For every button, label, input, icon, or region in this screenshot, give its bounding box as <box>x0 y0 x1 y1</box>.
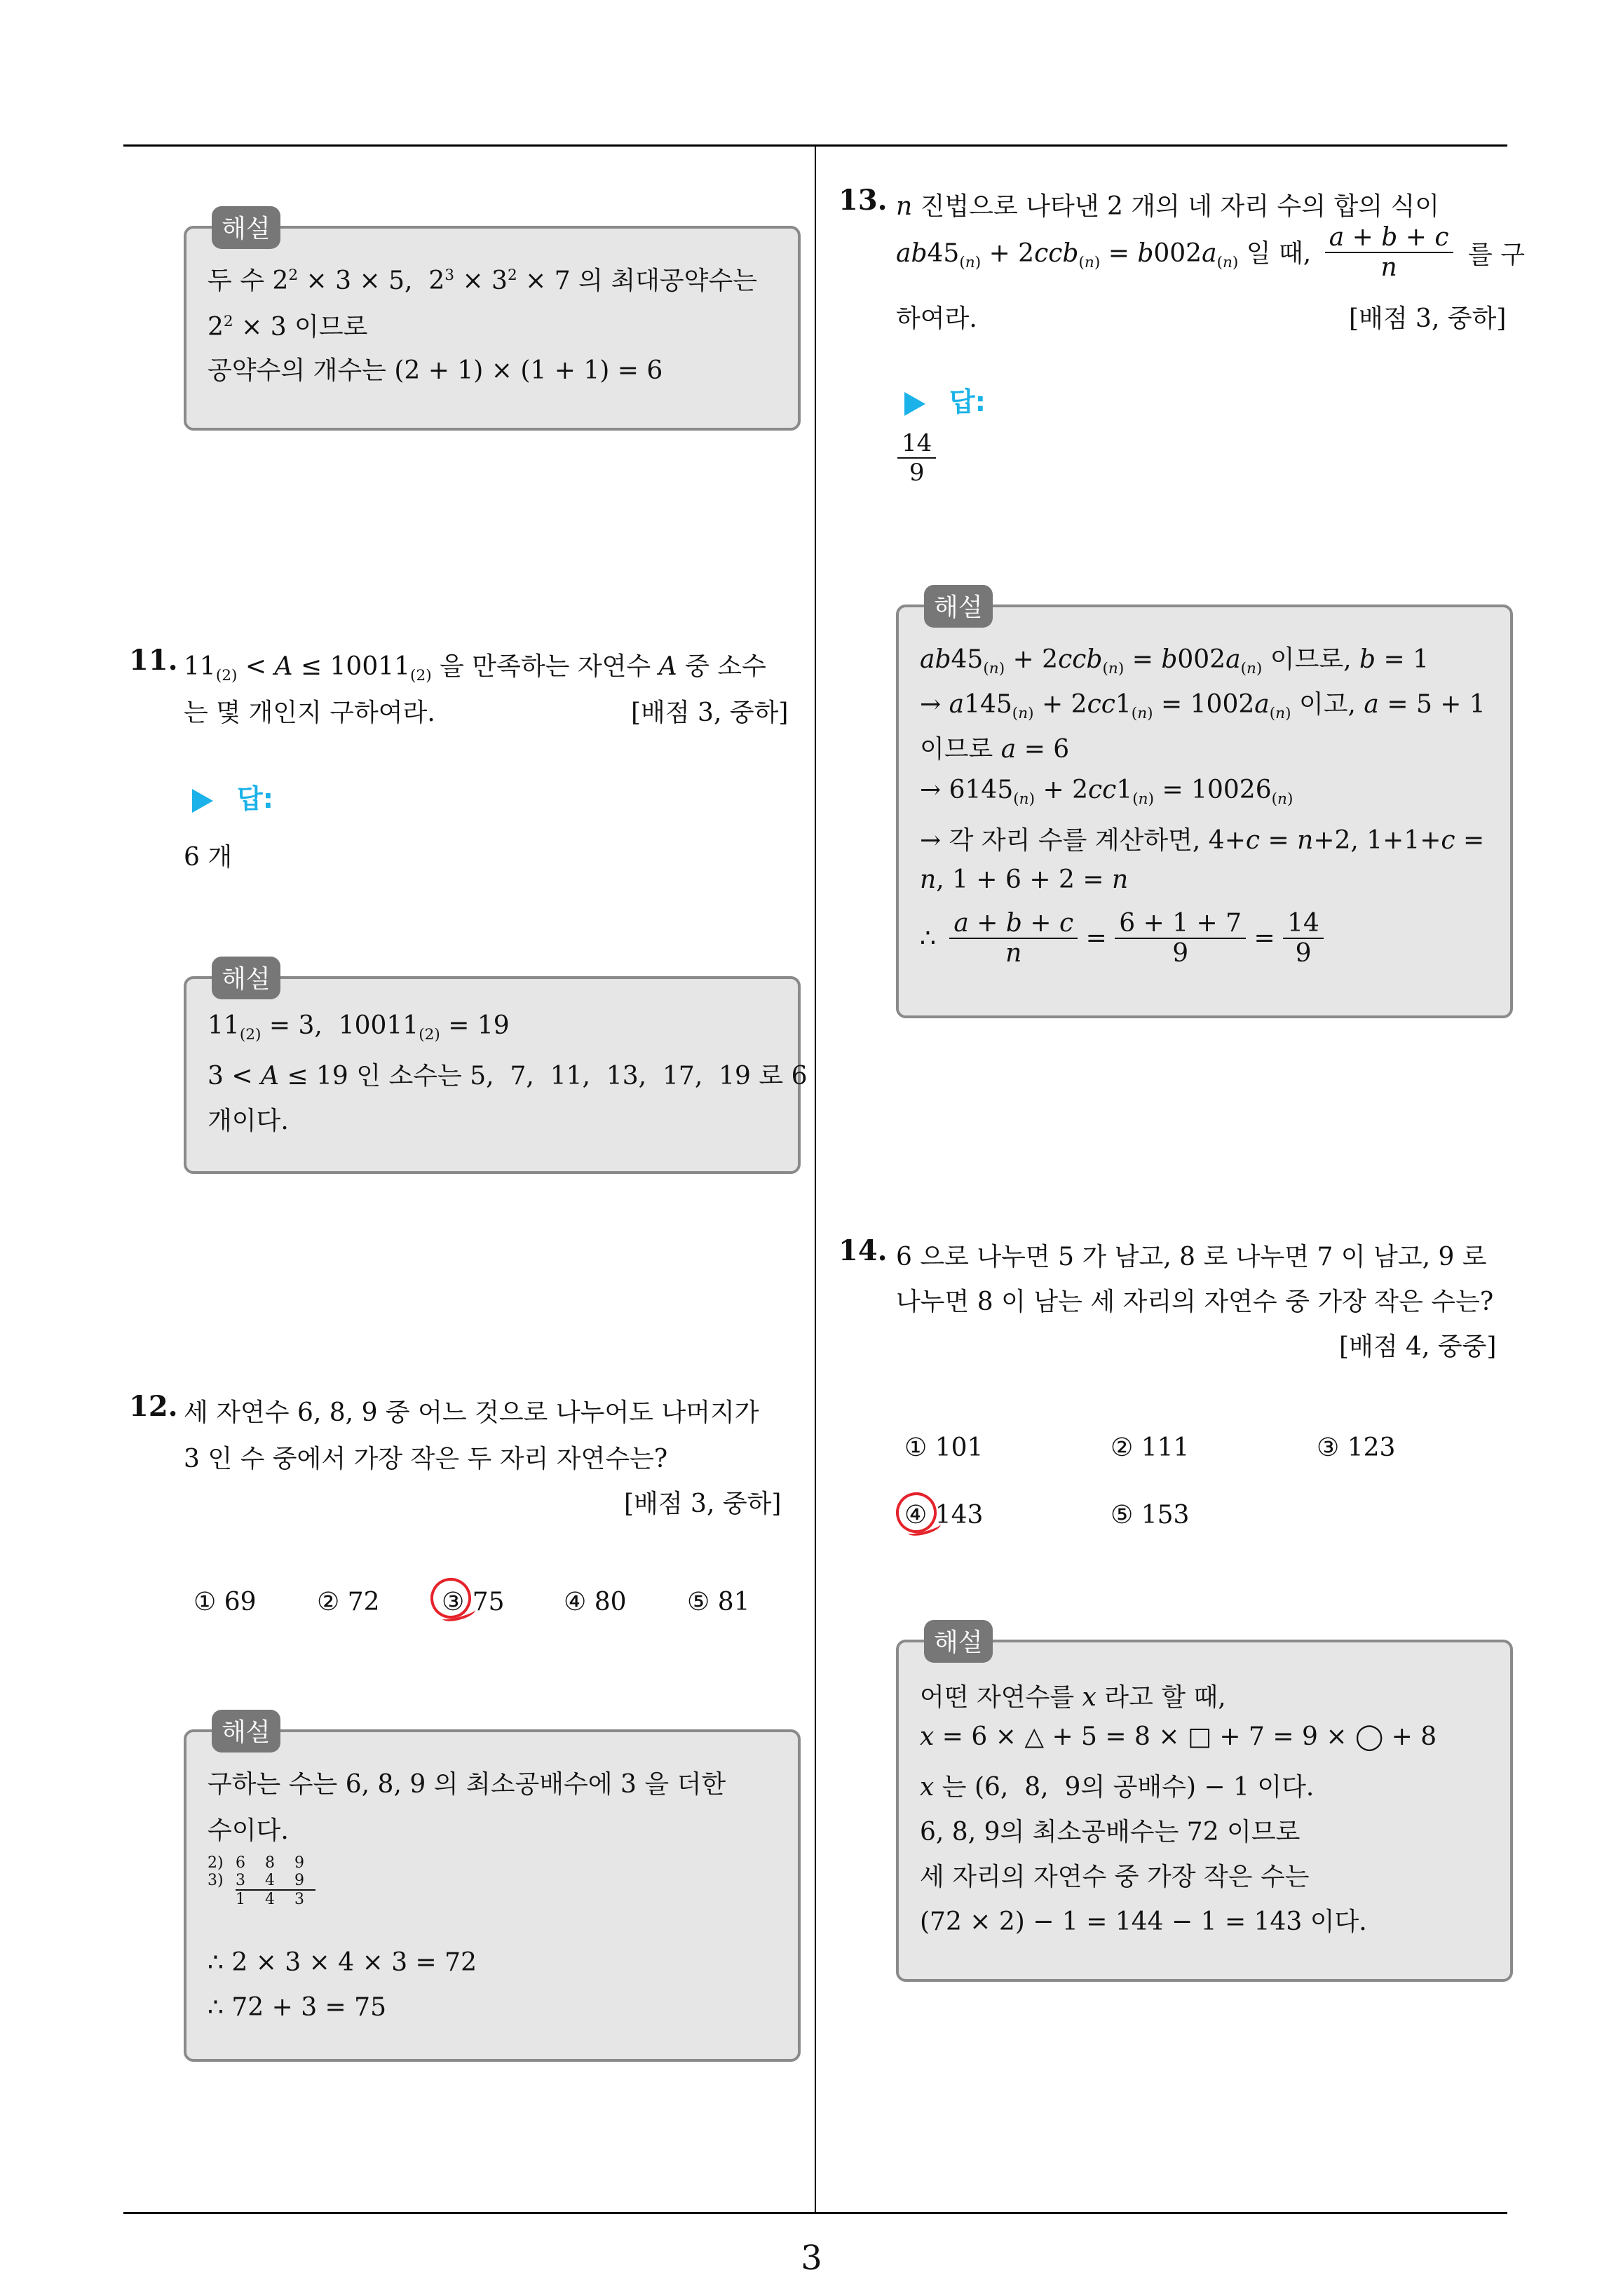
division-row: 3) 3 4 9 <box>208 1872 315 1891</box>
explanation-tag: 해설 <box>212 1710 280 1753</box>
answer-fraction: $\frac{14}{9}$ <box>897 429 936 487</box>
problem-text: 세 자연수 6, 8, 9 중 어느 것으로 나누어도 나머지가 <box>184 1398 759 1427</box>
explanation-box-10 <box>184 215 801 431</box>
explanation-line: → 각 자리 수를 계산하면, 4+c = n+2, 1+1+c = <box>920 826 1485 855</box>
explanation-line: → $a145_{(n)} + 2cc1_{(n)} = 1002a_{(n)}$ 이고, a = 5 + 1 <box>920 690 1486 723</box>
explanation-line: x = 6 × △ + 5 = 8 × □ + 7 = 9 × ◯ + 8 <box>920 1722 1437 1751</box>
answer-value <box>897 429 936 487</box>
explanation-line: → $6145_{(n)} + 2cc1_{(n)} = 10026_{(n)}$ <box>920 776 1293 809</box>
explanation-final-line: ∴ $\frac{a + b + c}{n}$ = $\frac{6 + 1 + 7}{9}$ = $\frac{14}{9}$ <box>920 909 1324 968</box>
problem-text: $ab45_{(n)} + 2ccb_{(n)} = b002a_{(n)}$ 일 때, $\frac{a + b + c}{n}$ 를 구 <box>896 223 1525 282</box>
problem-score: [배점 3, 중하] <box>631 698 789 727</box>
selected-answer-mark <box>426 1573 475 1623</box>
choice-3[interactable]: ③ 75 <box>442 1588 505 1616</box>
problem-score: [배점 4, 중중] <box>1339 1332 1497 1361</box>
explanation-line: 세 자리의 자연수 중 가장 작은 수는 <box>920 1863 1310 1891</box>
choice-1[interactable]: ① 69 <box>193 1588 257 1616</box>
explanation-tag: 해설 <box>212 957 280 999</box>
explanation-line: (72 × 2) − 1 = 144 − 1 = 143 이다. <box>920 1907 1367 1936</box>
problem-text: 3 인 수 중에서 가장 작은 두 자리 자연수는? <box>184 1445 668 1473</box>
column-divider <box>815 144 816 2213</box>
explanation-line: ∴ 72 + 3 = 75 <box>208 1993 386 2022</box>
problem-text: 나누면 8 이 남는 세 자리의 자연수 중 가장 작은 수는? <box>896 1288 1494 1316</box>
problem-text: 하여라. <box>896 304 977 333</box>
explanation-line: x 는 (6, 8, 9의 공배수) − 1 이다. <box>920 1773 1315 1802</box>
problem-number: 11. <box>129 644 178 677</box>
choice-4[interactable]: ④ 80 <box>564 1588 627 1616</box>
explanation-line: 개이다. <box>208 1107 289 1135</box>
choice-2[interactable]: ② 72 <box>317 1588 380 1616</box>
explanation-line: $2^2 \times 3$ 이므로 <box>208 313 368 342</box>
explanation-box-14 <box>896 1628 1513 1982</box>
explanation-line: 두 수 $2^2 \times 3 \times 5$, $2^3 \times 3^2 \times 7$ 의 최대공약수는 <box>208 266 757 295</box>
fraction: $\frac{a + b + c}{n}$ <box>949 909 1078 968</box>
fraction: $\frac{a + b + c}{n}$ <box>1325 223 1453 282</box>
explanation-box-11 <box>184 965 808 1174</box>
division-table <box>208 1854 315 1908</box>
problem-number: 13. <box>838 184 888 217</box>
explanation-tag: 해설 <box>212 206 280 249</box>
selected-answer-mark <box>891 1487 941 1537</box>
explanation-tag: 해설 <box>924 585 993 628</box>
choice-4[interactable]: ④ 143 <box>904 1501 984 1529</box>
problem-text: 6 으로 나누면 5 가 남고, 8 로 나누면 7 이 남고, 9 로 <box>896 1243 1487 1271</box>
explanation-line: 어떤 자연수를 x 라고 할 때, <box>920 1683 1226 1712</box>
fraction: $\frac{6 + 1 + 7}{9}$ <box>1115 909 1246 968</box>
explanation-tag: 해설 <box>924 1620 993 1663</box>
answer-label: 답: <box>904 380 986 419</box>
fraction: $\frac{14}{9}$ <box>1283 909 1324 968</box>
explanation-line: 3 < A ≤ 19 인 소수는 5, 7, 11, 13, 17, 19 로 6 <box>208 1062 808 1090</box>
problem-text: $11_{(2)} < A \le 10011_{(2)}$ 을 만족하는 자연수 A 중 소수 <box>184 652 766 685</box>
choice-5[interactable]: ⑤ 153 <box>1111 1501 1190 1529</box>
explanation-box-12 <box>184 1718 801 2062</box>
problem-score: [배점 3, 중하] <box>624 1490 782 1518</box>
problem-number: 12. <box>129 1390 178 1423</box>
explanation-line: n, 1 + 6 + 2 = n <box>920 865 1129 894</box>
page-number: 3 <box>801 2238 822 2278</box>
play-triangle-icon <box>192 789 213 813</box>
explanation-line: $11_{(2)} = 3$, $10011_{(2)} = 19$ <box>208 1011 510 1044</box>
choice-5[interactable]: ⑤ 81 <box>687 1588 750 1616</box>
explanation-box-13 <box>896 593 1513 1018</box>
division-row: 2) 6 8 9 <box>208 1854 304 1872</box>
division-row: 1 4 3 <box>236 1891 304 1908</box>
problem-text: 는 몇 개인지 구하여라. <box>184 698 435 727</box>
problem-number: 14. <box>838 1234 888 1267</box>
answer-value: 6 개 <box>184 843 233 872</box>
choice-1[interactable]: ① 101 <box>904 1433 984 1462</box>
explanation-line: 6, 8, 9의 최소공배수는 72 이므로 <box>920 1818 1301 1846</box>
problem-score: [배점 3, 중하] <box>1349 304 1507 333</box>
explanation-line: 구하는 수는 6, 8, 9 의 최소공배수에 3 을 더한 <box>208 1770 726 1799</box>
play-triangle-icon <box>904 392 925 416</box>
explanation-line: 공약수의 개수는 (2 + 1) × (1 + 1) = 6 <box>208 356 663 385</box>
problem-text: n 진법으로 나타낸 2 개의 네 자리 수의 합의 식이 <box>896 192 1440 221</box>
answer-label: 답: <box>192 777 273 816</box>
explanation-line: 이므로 a = 6 <box>920 735 1070 764</box>
choice-2[interactable]: ② 111 <box>1111 1433 1190 1462</box>
explanation-line: 수이다. <box>208 1816 289 1845</box>
explanation-line: $ab45_{(n)} + 2ccb_{(n)} = b002a_{(n)}$ 이므로, b = 1 <box>920 645 1430 678</box>
choice-3[interactable]: ③ 123 <box>1317 1433 1396 1462</box>
explanation-line: ∴ 2 × 3 × 4 × 3 = 72 <box>208 1948 477 1977</box>
